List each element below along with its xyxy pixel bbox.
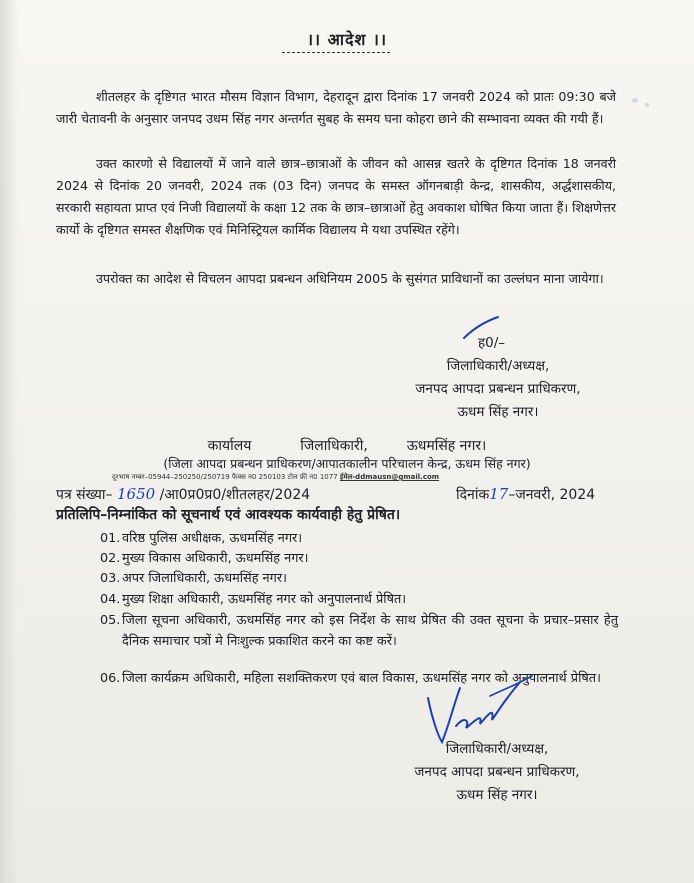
signature-block-1: [378, 332, 618, 424]
item-number: 06.: [100, 671, 121, 686]
item-text: जिला सूचना अधिकारी, ऊधमसिंह नगर को इस निर्देश के साथ प्रेषित की उक्त सूचना के प्रचार–प्रसार हेतु दैनिक समाचार पत्रों मे निःशुल्क प्रकाशित करने का कष्ट करें।: [122, 613, 618, 649]
item-number: 02.: [100, 551, 121, 566]
date-day: 17: [489, 485, 509, 503]
title-underline: [282, 52, 390, 53]
date-rest: –जनवरी, 2024: [508, 487, 596, 503]
item-number: 04.: [100, 592, 121, 607]
signer-authority: जनपद आपदा प्रबन्धन प्राधिकरण,: [415, 381, 581, 397]
signer-place: ऊधम सिंह नगर।: [456, 787, 538, 803]
list-item: [100, 589, 620, 610]
paragraph-2: उक्त कारणो से विद्यालयों में जाने वाले छात्र–छात्राओं के जीवन को आसन्न खतरे के दृष्टिगत दिनांक 18 जनवरी 2024 से दिनांक 20 जनवरी, 2024 तक (03 दिन) जनपद के समस्त ऑगनबाड़ी केन्द्र, शासकीय, अर्द्धशासकीय, सरकारी सहायता प्राप्त एवं निजी विद्यालयों के कक्षा 12 तक के छात्र–छात्राओं हेतु अवकाश घोषित किया जाता हैं। शिक्षणेत्तर कार्यो के दृष्टिगत समस्त शैक्षणिक एवं मिनिस्ट्रियल कार्मिक विद्यालय मे यथा उपस्थित रहेंगे।: [56, 156, 616, 237]
item-text: अपर जिलाधिकारी, ऊधमसिंह नगर।: [122, 571, 287, 586]
contact-line: [112, 473, 439, 482]
signer-place: ऊधम सिंह नगर।: [457, 404, 539, 420]
signer-designation: जिलाधिकारी/अध्यक्ष,: [446, 358, 550, 374]
ink-speck: [645, 103, 649, 107]
signature-block-2: [372, 738, 622, 807]
office-label: कार्यालय: [207, 438, 252, 454]
reference-date: [456, 485, 595, 504]
item-text: वरिष्ठ पुलिस अधीक्षक, ऊधमसिंह नगर।: [122, 531, 303, 546]
date-label: दिनांक: [456, 487, 490, 503]
reference-prefix: पत्र संख्या–: [56, 487, 113, 503]
ink-speck: [632, 98, 638, 103]
signer-designation: जिलाधिकारी/अध्यक्ष,: [445, 741, 549, 757]
item-number: 01.: [100, 531, 121, 546]
office-dm: जिलाधिकारी,: [300, 438, 368, 454]
signer-authority: जनपद आपदा प्रबन्धन प्राधिकरण,: [414, 764, 580, 780]
item-text: जिला कार्यक्रम अधिकारी, महिला सशक्तिकरण एवं बाल विकास, ऊधमसिंह नगर को अनुपालनार्थ प्रेषित।: [122, 671, 601, 686]
paragraph-3: उपरोक्त का आदेश से विचलन आपदा प्रबन्धन अधिनियम 2005 के सुसंगत प्राविधानों का उल्लंघन माना जायेगा।: [96, 271, 604, 286]
reference-number: 1650: [116, 485, 156, 503]
list-item: [100, 548, 620, 569]
item-text: मुख्य शिक्षा अधिकारी, ऊधमसिंह नगर को अनुपालनार्थ प्रेषित।: [122, 592, 407, 607]
reference-suffix: /आ0प्र0प्र0/शीतलहर/2024: [159, 487, 311, 503]
item-number: 03.: [100, 571, 121, 586]
office-place: ऊधमसिंह नगर।: [406, 438, 487, 454]
order-title: ।। आदेश ।।: [306, 30, 388, 49]
handwritten-signature: [420, 668, 540, 748]
list-item: [100, 528, 620, 549]
paragraph-1: शीतलहर के दृष्टिगत भारत मौसम विज्ञान विभाग, देहरादून द्वारा दिनांक 17 जनवरी 2024 को प्रातः 09:30 बजे जारी चेतावनी के अनुसार जनपद उधम सिंह नगर अन्तर्गत सुबह के समय घना कोहरा छाने की सम्भावना व्यक्त की गयी हैं।: [56, 89, 616, 126]
item-text: मुख्य विकास अधिकारी, ऊधमसिंह नगर।: [122, 551, 309, 566]
contact-numbers: दूरभाष नम्बर–05944–250250/250719 फैक्स न0 250103 टोल फ्री न0 1077: [112, 473, 338, 481]
office-line: [0, 436, 694, 455]
list-item: [100, 568, 620, 589]
signed-mark: ह0/–: [478, 335, 506, 351]
contact-email: ईमेल-ddmausn@gmail.com: [339, 473, 440, 481]
copy-heading: प्रतिलिपि–निम्नांकित को सूचनार्थ एवं आवश्यक कार्यवाही हेतु प्रेषित।: [56, 507, 401, 523]
reference-line: [56, 485, 616, 504]
office-subtitle: (जिला आपदा प्रबन्धन प्राधिकरण/आपातकालीन परिचालन केन्द्र, ऊधम सिंह नगर): [163, 456, 531, 471]
item-number: 05.: [100, 613, 121, 628]
